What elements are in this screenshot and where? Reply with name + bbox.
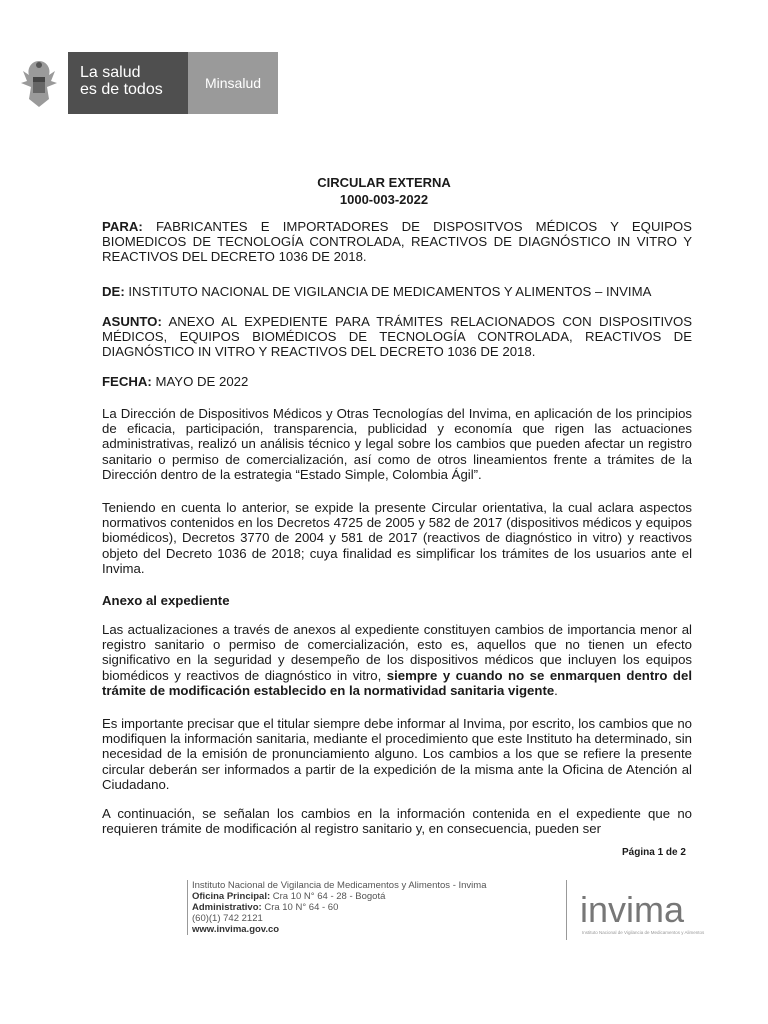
minsalud-label: Minsalud: [204, 75, 262, 91]
footer-oficina: [192, 891, 486, 902]
p3-end-text: .: [554, 682, 558, 698]
slogan-box: [68, 52, 188, 114]
document-number: 1000-003-2022: [339, 192, 429, 207]
de-section: [102, 284, 692, 299]
de-text: INSTITUTO NACIONAL DE VIGILANCIA DE MEDICAMENTOS Y ALIMENTOS – INVIMA: [128, 284, 652, 299]
fecha-section: [102, 374, 692, 389]
p3-normal-text: Las actualizaciones a través de anexos al expediente constituyen cambios de importancia menor al registro sanitario o permiso de comercialización, esto es, aquellos que no tienen un efecto significativo en la seguridad y desempeño de los dispositivos médicos que incluyen los equipos biomédicos y reactivos de diagnóstico in vitro,: [102, 622, 692, 683]
minsalud-box: [188, 52, 278, 114]
section-heading: Anexo al expediente: [102, 593, 230, 608]
page-number: Página 1 de 2: [622, 847, 686, 858]
body-paragraph-2: Teniendo en cuenta lo anterior, se expide la presente Circular orientativa, la cual aclara aspectos normativos contenidos en los Decretos 4725 de 2005 y 582 de 2017 (dispositivos médicos y equipos biomédicos), Decretos 3770 de 2004 y 581 de 2017 (reactivos de diagnóstico in vitro) y reactivos objeto del Decreto 1036 de 2018; cuya finalidad es simplificar los trámites de los usuarios ante el Invima.: [102, 500, 692, 576]
para-text: FABRICANTES E IMPORTADORES DE DISPOSITVOS MÉDICOS Y EQUIPOS BIOMEDICOS DE TECNOLOGÍA CONTROLADA, REACTIVOS DE DIAGNÓSTICO IN VITRO Y REACTIVOS DEL DECRETO 1036 DE 2018.: [102, 219, 692, 265]
footer-admin-value: Cra 10 N° 64 - 60: [264, 902, 339, 913]
footer-contact: [187, 880, 486, 935]
body-paragraph-1: La Dirección de Dispositivos Médicos y Otras Tecnologías del Invima, en aplicación de los principios de eficacia, participación, transparencia, publicidad y economía que rigen las actuaciones administrativas, realizó un análisis técnico y legal sobre los cambios que pueden afectar un registro sanitario o permiso de comercialización, así como de otros lineamientos frente a trámites de la Dirección dentro de la estrategia “Estado Simple, Colombia Ágil”.: [102, 406, 692, 482]
document-title: CIRCULAR EXTERNA: [317, 175, 451, 190]
para-section: [102, 219, 692, 265]
slogan-line-2: es de todos: [80, 81, 163, 98]
footer-oficina-label: Oficina Principal:: [192, 891, 271, 902]
p3-bold-text: siempre y cuando no se enmarquen dentro del trámite de modificación establecido en la normatividad sanitaria vigente: [102, 667, 692, 698]
footer-admin-label: Administrativo:: [192, 902, 262, 913]
body-paragraph-4: Es importante precisar que el titular siempre debe informar al Invima, por escrito, los cambios que no modifiquen la información sanitaria, mediante el procedimiento que este Instituto ha determinado, sin necesidad de la emisión de pronunciamiento alguno. Los cambios a los que se refiere la presente circular deberán ser informados a partir de la expedición de la misma ante la Oficina de Atención al Ciudadano.: [102, 716, 692, 792]
de-label: DE:: [102, 284, 125, 299]
footer-website[interactable]: www.invima.gov.co: [192, 924, 280, 935]
fecha-label: FECHA:: [102, 374, 152, 389]
footer-divider: [566, 880, 567, 940]
footer-oficina-value: Cra 10 N° 64 - 28 - Bogotá: [272, 891, 386, 902]
asunto-label: ASUNTO:: [102, 314, 162, 329]
colombia-crest-icon: [14, 52, 64, 114]
invima-logo: [578, 884, 728, 940]
para-label: PARA:: [102, 219, 143, 234]
footer-institution: Instituto Nacional de Vigilancia de Medicamentos y Alimentos - Invima: [192, 880, 487, 891]
footer-phone: (60)(1) 742 2121: [192, 913, 263, 924]
body-paragraph-3: [102, 622, 692, 698]
asunto-text: ANEXO AL EXPEDIENTE PARA TRÁMITES RELACIONADOS CON DISPOSITIVOS MÉDICOS, EQUIPOS BIOMÉDICOS DE TECNOLOGÍA CONTROLADA, REACTIVOS DE DIAGNÓSTICO IN VITRO Y REACTIVOS DEL DECRETO 1036 DE 2018.: [102, 314, 693, 360]
header-logo: [14, 52, 278, 114]
footer-admin: [192, 902, 486, 913]
asunto-section: [102, 314, 692, 360]
invima-brand: invima: [580, 889, 685, 930]
invima-tagline: Instituto Nacional de Vigilancia de Medicamentos y Alimentos: [582, 930, 705, 935]
fecha-text: MAYO DE 2022: [155, 374, 249, 389]
slogan-line-1: La salud: [80, 64, 141, 81]
body-paragraph-5: A continuación, se señalan los cambios en la información contenida en el expediente que no requieren trámite de modificación al registro sanitario y, en consecuencia, pueden ser: [102, 806, 692, 837]
